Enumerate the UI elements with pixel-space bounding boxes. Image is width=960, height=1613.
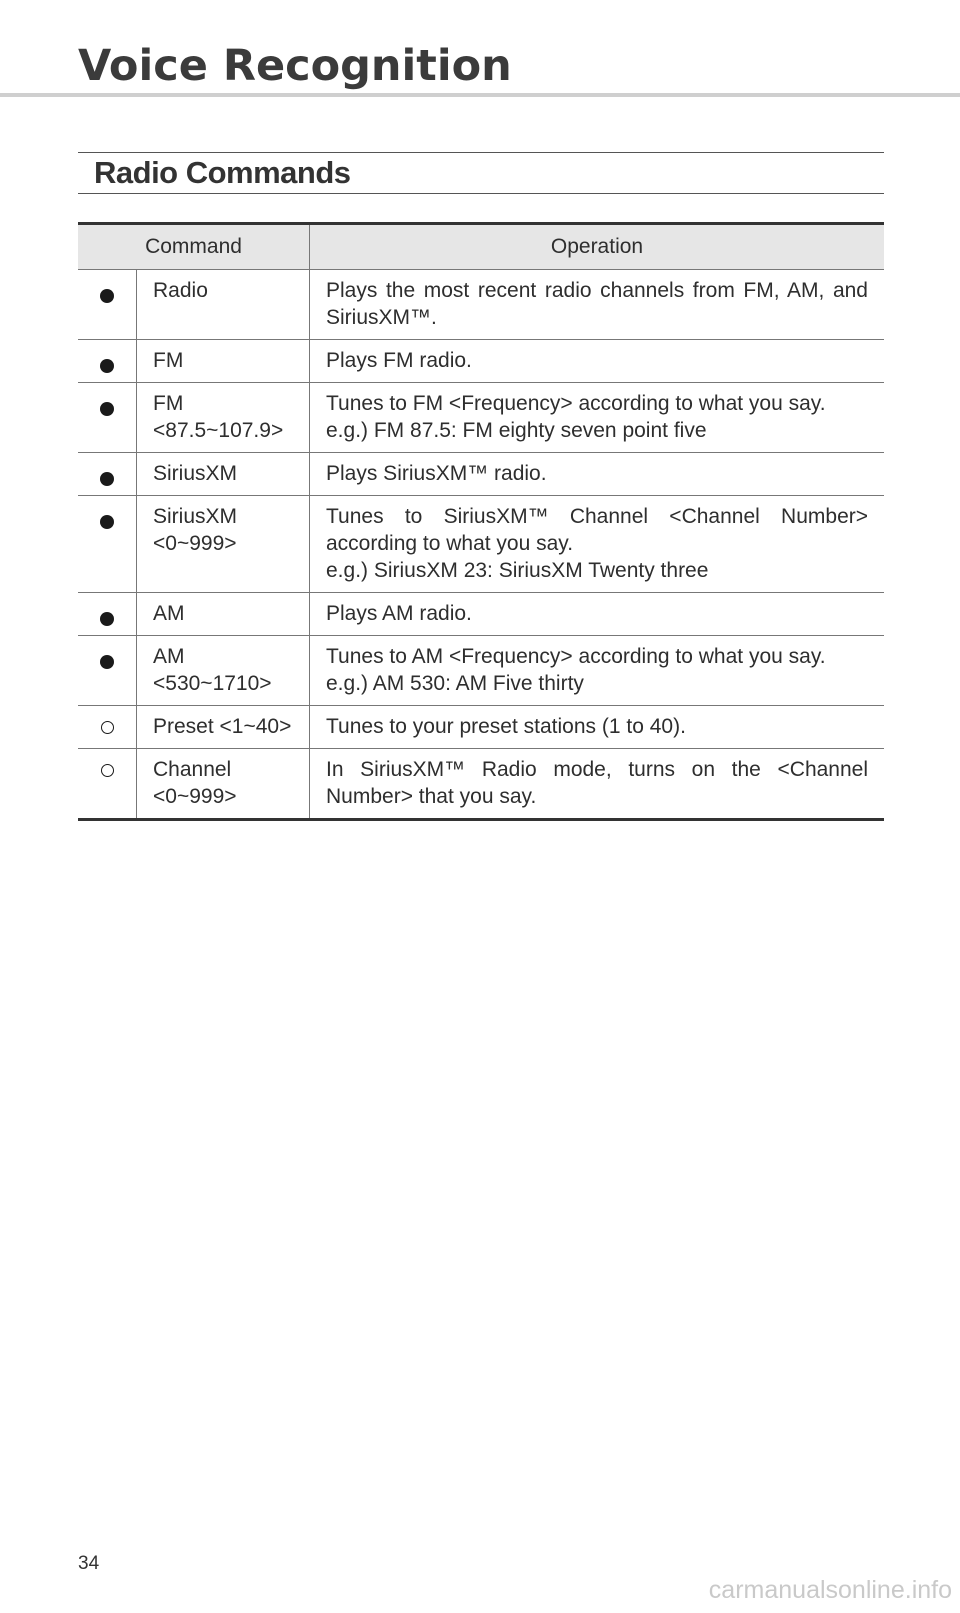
filled-circle-icon bbox=[100, 515, 114, 529]
filled-circle-icon bbox=[100, 289, 114, 303]
table-header-row bbox=[78, 224, 884, 270]
operation-cell bbox=[310, 270, 885, 340]
operation-text: Tunes to SiriusXM™ Channel <Channel Number> according to what you say. bbox=[326, 505, 868, 555]
marker-cell bbox=[78, 636, 137, 706]
operation-cell bbox=[310, 340, 885, 383]
filled-circle-icon bbox=[100, 472, 114, 486]
marker-cell bbox=[78, 749, 137, 820]
marker-cell bbox=[78, 453, 137, 496]
table-row bbox=[78, 636, 884, 706]
command-text: SiriusXM bbox=[153, 462, 238, 485]
command-text: Radio bbox=[153, 279, 208, 302]
command-cell bbox=[137, 270, 310, 340]
table-row bbox=[78, 453, 884, 496]
table-row bbox=[78, 496, 884, 593]
marker-cell bbox=[78, 340, 137, 383]
command-column-header: Command bbox=[78, 224, 310, 270]
operation-text: Plays the most recent radio channels from FM, AM, and SiriusXM™. bbox=[326, 279, 868, 329]
chapter-title: Voice Recognition bbox=[78, 41, 512, 91]
page-number: 34 bbox=[78, 1553, 100, 1574]
command-text: <0~999> bbox=[153, 785, 237, 808]
operation-cell bbox=[310, 593, 885, 636]
table-body bbox=[78, 270, 884, 820]
operation-cell bbox=[310, 636, 885, 706]
filled-circle-icon bbox=[100, 612, 114, 626]
table-row bbox=[78, 749, 884, 820]
radio-commands-table bbox=[78, 222, 884, 821]
marker-cell bbox=[78, 593, 137, 636]
command-text: <87.5~107.9> bbox=[153, 419, 284, 442]
command-cell bbox=[137, 383, 310, 453]
operation-cell bbox=[310, 383, 885, 453]
operation-text: Tunes to FM <Frequency> according to what you say. bbox=[326, 392, 826, 415]
filled-circle-icon bbox=[100, 655, 114, 669]
operation-text: In SiriusXM™ Radio mode, turns on the <Channel Number> that you say. bbox=[326, 758, 868, 808]
command-cell bbox=[137, 593, 310, 636]
operation-text: Tunes to AM <Frequency> according to what you say. bbox=[326, 645, 826, 668]
marker-cell bbox=[78, 383, 137, 453]
table-row bbox=[78, 383, 884, 453]
table-row bbox=[78, 593, 884, 636]
watermark: carmanualsonline.info bbox=[708, 1576, 952, 1604]
marker-cell bbox=[78, 706, 137, 749]
hollow-circle-icon bbox=[101, 721, 114, 734]
marker-cell bbox=[78, 270, 137, 340]
chapter-divider bbox=[0, 93, 960, 97]
operation-text: Plays FM radio. bbox=[326, 349, 472, 372]
operation-column-header: Operation bbox=[310, 224, 885, 270]
section-header bbox=[78, 152, 884, 194]
operation-cell bbox=[310, 706, 885, 749]
command-text: FM bbox=[153, 392, 184, 415]
table-row bbox=[78, 270, 884, 340]
filled-circle-icon bbox=[100, 402, 114, 416]
operation-text: Plays AM radio. bbox=[326, 602, 472, 625]
operation-text: e.g.) SiriusXM 23: SiriusXM Twenty three bbox=[326, 559, 709, 582]
operation-text: e.g.) AM 530: AM Five thirty bbox=[326, 672, 584, 695]
command-cell bbox=[137, 453, 310, 496]
command-text: AM bbox=[153, 602, 185, 625]
hollow-circle-icon bbox=[101, 764, 114, 777]
command-cell bbox=[137, 706, 310, 749]
operation-text: Plays SiriusXM™ radio. bbox=[326, 462, 547, 485]
command-text: Preset <1~40> bbox=[153, 715, 292, 738]
command-cell bbox=[137, 749, 310, 820]
operation-cell bbox=[310, 496, 885, 593]
table-row bbox=[78, 706, 884, 749]
command-text: AM bbox=[153, 645, 185, 668]
command-text: <0~999> bbox=[153, 532, 237, 555]
marker-cell bbox=[78, 496, 137, 593]
command-cell bbox=[137, 340, 310, 383]
operation-text: e.g.) FM 87.5: FM eighty seven point five bbox=[326, 419, 707, 442]
table-row bbox=[78, 340, 884, 383]
operation-cell bbox=[310, 453, 885, 496]
command-text: SiriusXM bbox=[153, 505, 238, 528]
operation-text: Tunes to your preset stations (1 to 40). bbox=[326, 715, 686, 738]
command-cell bbox=[137, 636, 310, 706]
command-text: FM bbox=[153, 349, 184, 372]
command-text: Channel bbox=[153, 758, 232, 781]
filled-circle-icon bbox=[100, 359, 114, 373]
command-cell bbox=[137, 496, 310, 593]
operation-cell bbox=[310, 749, 885, 820]
section-title: Radio Commands bbox=[94, 155, 351, 190]
command-text: <530~1710> bbox=[153, 672, 272, 695]
